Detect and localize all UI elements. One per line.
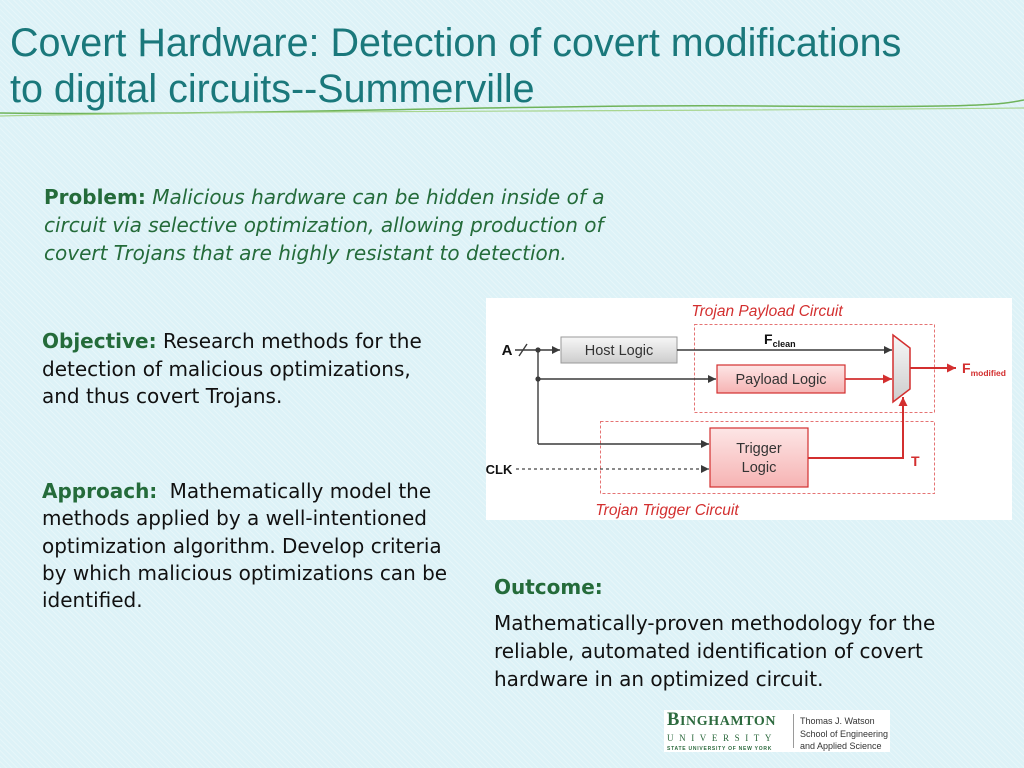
f-modified-main: F: [962, 360, 971, 376]
logo-school-line2: School of Engineering: [800, 728, 889, 739]
logo-school-line1: Thomas J. Watson: [800, 716, 875, 726]
clk-label: CLK: [486, 462, 513, 477]
logo-school-name: [800, 715, 888, 753]
f-clean-main: F: [764, 331, 773, 347]
payload-logic-label: Payload Logic: [735, 372, 827, 388]
approach-text: Mathematically model the methods applied by a well-intentioned optimization algorithm. Develop criteria by which malicious optimizations can be identified.: [42, 479, 448, 613]
logo-state-line: STATE UNIVERSITY OF NEW YORK: [667, 746, 773, 752]
trigger-logic-block: [710, 428, 808, 487]
input-a-label: A: [501, 342, 513, 359]
objective-text: Research methods for the detection of malicious optimizations, and thus covert Trojans.: [42, 329, 422, 408]
problem-statement: [44, 183, 644, 267]
problem-text: Malicious hardware can be hidden inside of a circuit via selective optimization, allowing production of covert Trojans that are highly resistant to detection.: [44, 185, 605, 265]
f-clean-subscript: clean: [772, 339, 796, 349]
trigger-logic-label-line2: Logic: [741, 460, 777, 476]
title-underline-stroke-light: [0, 108, 1024, 116]
title-underline: [0, 98, 1024, 122]
trigger-logic-label-line1: Trigger: [736, 441, 782, 457]
logo-university: UNIVERSITY: [667, 733, 777, 743]
trojan-circuit-diagram: [486, 298, 1012, 520]
problem-label: Problem:: [44, 185, 146, 209]
logo-wordmark: [667, 711, 791, 753]
logo-name: BINGHAMTON: [667, 710, 777, 730]
host-logic-label: Host Logic: [584, 343, 654, 359]
outcome-label: Outcome:: [494, 575, 603, 599]
approach-statement: [42, 478, 460, 614]
payload-circuit-label: Trojan Payload Circuit: [691, 303, 843, 320]
logo-school-line3: and Applied Science: [800, 741, 882, 751]
binghamton-logo: [664, 710, 890, 752]
trigger-signal-label: T: [911, 453, 920, 469]
f-modified-subscript: modified: [970, 368, 1006, 378]
slide-title: Covert Hardware: Detection of covert modifications to digital circuits--Summerville: [10, 21, 902, 111]
objective-statement: [42, 328, 440, 411]
approach-label: Approach:: [42, 479, 158, 503]
logo-divider: [793, 714, 794, 748]
objective-label: Objective:: [42, 329, 157, 353]
trigger-circuit-label: Trojan Trigger Circuit: [595, 502, 739, 519]
outcome-text: Mathematically-proven methodology for the reliable, automated identification of covert hardware in an optimized circuit.: [494, 611, 936, 691]
